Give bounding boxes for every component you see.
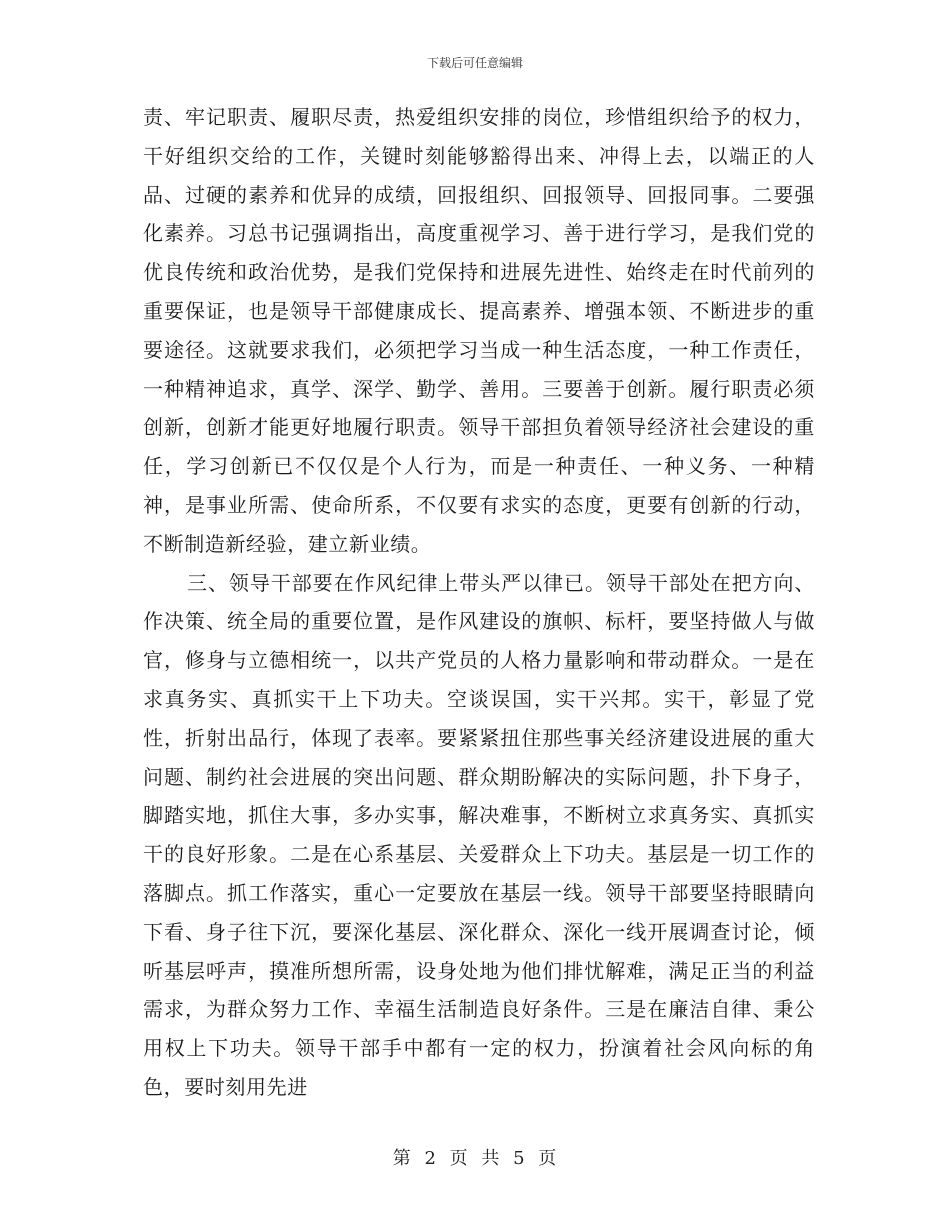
paragraph: 三、领导干部要在作风纪律上带头严以律已。领导干部处在把方向、作决策、统全局的重要位置，是作风建设的旗帜、标杆，要坚持做人与做官，修身与立德相统一，以共产党员的人格力量影响和带动群众。一是在求真务实、真抓实干上下功夫。空谈误国，实干兴邦。实干，彰显了党性，折射出品行，体现了表率。要紧紧扭住那些事关经济建设进展的重大问题、制约社会进展的突出问题、群众期盼解决的实际问题，扑下身子，脚踏实地，抓住大事，多办实事，解决难事，不断树立求真务实、真抓实干的良好形象。二是在心系基层、关爱群众上下功夫。基层是一切工作的落脚点。抓工作落实，重心一定要放在基层一线。领导干部要坚持眼睛向下看、身子往下沉，要深化基层、深化群众、深化一线开展调查讨论，倾听基层呼声，摸准所想所需，设身处地为他们排忧解难，满足正当的利益需求，为群众努力工作、幸福生活制造良好条件。三是在廉洁自律、秉公用权上下功夫。领导干部手中都有一定的权力，扮演着社会风向标的角色，要时刻用先进 <box>143 570 815 1099</box>
document-body <box>143 98 815 1107</box>
paragraph: 责、牢记职责、履职尽责，热爱组织安排的岗位，珍惜组织给予的权力，干好组织交给的工作，关键时刻能够豁得出来、冲得上去，以端正的人品、过硬的素养和优异的成绩，回报组织、回报领导、回报同事。二要强化素养。习总书记强调指出，高度重视学习、善于进行学习，是我们党的优良传统和政治优势，是我们党保持和进展先进性、始终走在时代前列的重要保证，也是领导干部健康成长、提高素养、增强本领、不断进步的重要途径。这就要求我们，必须把学习当成一种生活态度，一种工作责任，一种精神追求，真学、深学、勤学、善用。三要善于创新。履行职责必须创新，创新才能更好地履行职责。领导干部担负着领导经济社会建设的重任，学习创新已不仅仅是个人行为，而是一种责任、一种义务、一种精神，是事业所需、使命所系，不仅要有求实的态度，更要有创新的行动，不断制造新经验，建立新业绩。 <box>143 105 815 556</box>
page-number-footer: 第 2 页 共 5 页 <box>392 1148 558 1169</box>
page-header: 下载后可任意编辑 <box>426 56 523 70</box>
